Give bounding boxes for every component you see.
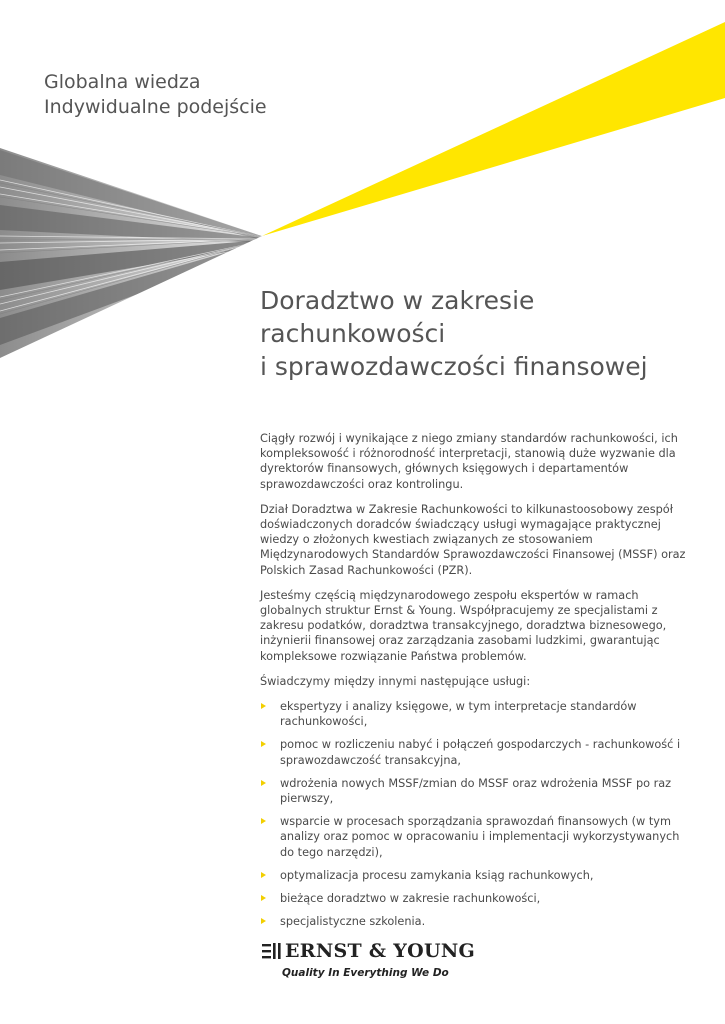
tagline-line-1: Globalna wiedza xyxy=(44,71,201,93)
bullet-arrow-icon xyxy=(261,895,266,901)
bullet-arrow-icon xyxy=(261,818,266,824)
title-line-3: i sprawozdawczości finansowej xyxy=(260,352,648,381)
list-item-text: bieżące doradztwo w zakresie rachunkowości, xyxy=(280,892,541,906)
page-title xyxy=(260,284,648,383)
bullet-arrow-icon xyxy=(261,918,266,924)
list-item-text: ekspertyzy i analizy księgowe, w tym interpretacje standardów rachunkowości, xyxy=(280,700,637,729)
bullet-arrow-icon xyxy=(261,703,266,709)
body-text xyxy=(260,431,690,937)
list-item-text: specjalistyczne szkolenia. xyxy=(280,915,426,929)
list-item xyxy=(260,914,690,929)
tagline xyxy=(44,70,267,120)
stacked-papers-photo-icon xyxy=(0,140,270,365)
services-intro: Świadczymy między innymi następujące usługi: xyxy=(260,674,531,688)
list-item xyxy=(260,868,690,883)
logo-tagline: Quality In Everything We Do xyxy=(282,967,449,979)
bullet-arrow-icon xyxy=(261,872,266,878)
network-paragraph: Jesteśmy częścią międzynarodowego zespołu ekspertów w ramach globalnych struktur Ernst & Young. Współpracujemy ze specjalistami z zakresu podatków, doradztwa transakcyjnego, doradztwa biznesowego, inżynierii finansowej oraz zarządzania zasobami ludzkimi, gwarantując kompleksowe rozwiązanie Państwa problemów. xyxy=(260,588,667,663)
tagline-line-2: Indywidualne podejście xyxy=(44,96,267,118)
list-item xyxy=(260,814,690,860)
list-item-text: pomoc w rozliczeniu nabyć i połączeń gospodarczych - rachunkowość i sprawozdawczość transakcyjna, xyxy=(280,738,681,767)
list-item xyxy=(260,699,690,729)
logo-name: ERNST & YOUNG xyxy=(285,940,476,962)
list-item xyxy=(260,737,690,767)
list-item-text: wdrożenia nowych MSSF/zmian do MSSF oraz wdrożenia MSSF po raz pierwszy, xyxy=(280,776,672,806)
ernst-young-logo-mark-icon xyxy=(262,942,282,962)
list-item xyxy=(260,776,690,806)
bullet-arrow-icon xyxy=(261,741,266,747)
team-paragraph: Dział Doradztwa w Zakresie Rachunkowości to kilkunastoosobowy zespół doświadczonych doradców świadczący usługi wymagające praktycznej wiedzy o złożonych kwestiach związanych ze stosowaniem Międzynarodowych Standardów Sprawozdawczości Finansowej (MSSF) oraz Polskich Zasad Rachunkowości (PZR). xyxy=(260,502,686,577)
title-line-2: rachunkowości xyxy=(260,319,446,348)
company-logo xyxy=(262,940,476,988)
bullet-arrow-icon xyxy=(261,780,266,786)
intro-paragraph: Ciągły rozwój i wynikające z niego zmiany standardów rachunkowości, ich kompleksowość i różnorodność interpretacji, stanowią duże wyzwanie dla dyrektorów finansowych, głównych księgowych i departamentów sprawozdawczości oraz kontrolingu. xyxy=(260,432,678,491)
services-list xyxy=(260,699,690,929)
yellow-beam-icon xyxy=(262,22,725,236)
list-item-text: wsparcie w procesach sporządzania sprawozdań finansowych (w tym analizy oraz pomoc w opracowaniu i implementacji wykorzystywanych do tego narzędzi), xyxy=(280,815,680,859)
list-item-text: optymalizacja procesu zamykania ksiąg rachunkowych, xyxy=(280,868,594,882)
list-item xyxy=(260,891,690,906)
title-line-1: Doradztwo w zakresie xyxy=(260,286,535,315)
